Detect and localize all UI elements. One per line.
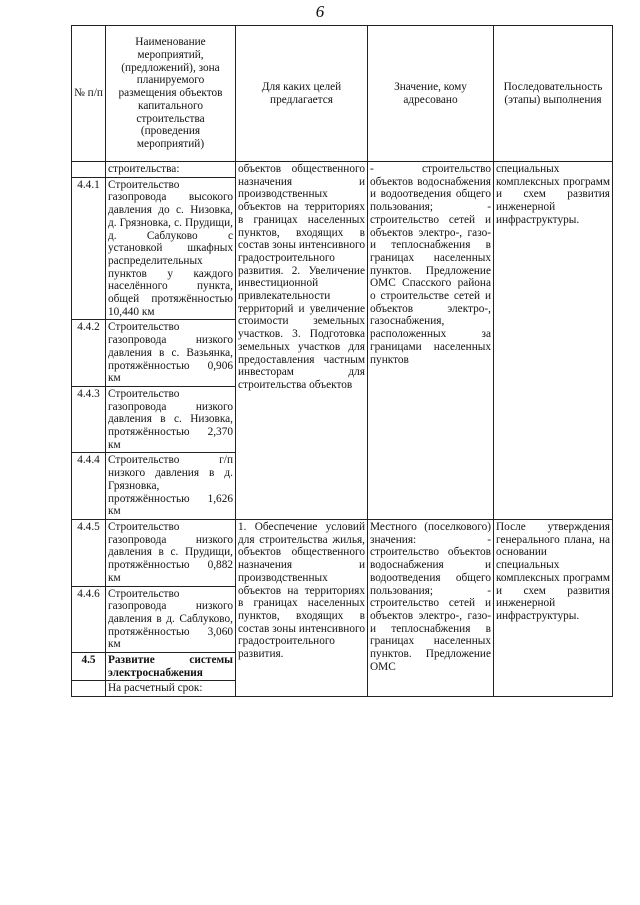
purpose-cell: объектов общественного назначения и производственных объектов на территориях в границах населенных пунктов, входящих в состав зоны интенсивного градостроительного развития. 2. Увеличение инвестиционной привлекательности территорий и увеличение стоимости земельных участков. 3. Подготовка земельных участков для предоставления частным инвесторам для строительства объектов [236, 162, 368, 520]
name-cell: Строительство газопровода низкого давления в с. Вазьянка, протяжённостью 0,906 км [106, 320, 236, 387]
header-num: № п/п [72, 26, 106, 162]
name-cell: Строительство газопровода низкого давления в с. Низовка, протяжённостью 2,370 км [106, 386, 236, 453]
num-cell [72, 681, 106, 697]
header-row [72, 26, 613, 162]
num-cell: 4.4.6 [72, 586, 106, 653]
page-number: 6 [315, 2, 325, 21]
purpose-cell: 1. Обеспечение условий для строительства жилья, объектов общественного назначения и производственных объектов на территориях в границах населенных пунктов, входящих в состав зоны интенсивного градостроительного развития. [236, 519, 368, 696]
table-row [72, 162, 613, 178]
num-cell: 4.4.5 [72, 519, 106, 586]
num-cell: 4.5 [72, 653, 106, 681]
num-cell: 4.4.4 [72, 453, 106, 520]
name-cell: На расчетный срок: [106, 681, 236, 697]
table-row [72, 519, 613, 586]
header-purpose: Для каких целей предлагается [236, 26, 368, 162]
name-cell: Строительство газопровода низкого давления в с. Прудищи, протяжённостью 0,882 км [106, 519, 236, 586]
num-cell: 4.4.1 [72, 177, 106, 320]
measures-table [71, 25, 613, 697]
addressee-cell: Местного (поселкового) значения: - строительство объектов водоснабжения и водоотведения общего пользования; - строительство сетей и объектов электро-, газо- и теплоснабжения в границах населенных пунктов. Предложение ОМС [368, 519, 494, 696]
name-cell: строительства: [106, 162, 236, 178]
header-addressee: Значение, кому адресовано [368, 26, 494, 162]
sequence-cell: специальных комплексных программ и схем развития инженерной инфраструктуры. [494, 162, 613, 520]
sequence-cell: После утверждения генерального плана, на основании специальных комплексных программ и схем развития инженерной инфраструктуры. [494, 519, 613, 696]
addressee-cell: - строительство объектов водоснабжения и водоотведения общего пользования; - строительство сетей и объектов электро-, газо- и теплоснабжения в границах населенных пунктов. Предложение ОМС Спасского района о строительстве сетей и объектов электро-, газоснабжения, расположенных за границами населенных пунктов [368, 162, 494, 520]
num-cell: 4.4.3 [72, 386, 106, 453]
header-sequence: Последовательность (этапы) выполнения [494, 26, 613, 162]
name-cell: Строительство газопровода высокого давления до с. Низовка, д. Грязновка, с. Прудищи, д. Саблуково с установкой шкафных распределительных пунктов у каждого населённого пункта, общей протяжённостью 10,440 км [106, 177, 236, 320]
name-cell: Строительство г/п низкого давления в д. Грязновка, протяжённостью 1,626 км [106, 453, 236, 520]
name-cell: Строительство газопровода низкого давления в д. Саблуково, протяжённостью 3,060 км [106, 586, 236, 653]
header-name: Наименование мероприятий, (предложений), зона планируемого размещения объектов капитального строительства (проведения мероприятий) [106, 26, 236, 162]
section-title: Развитие системы электроснабжения [106, 653, 236, 681]
num-cell [72, 162, 106, 178]
num-cell: 4.4.2 [72, 320, 106, 387]
